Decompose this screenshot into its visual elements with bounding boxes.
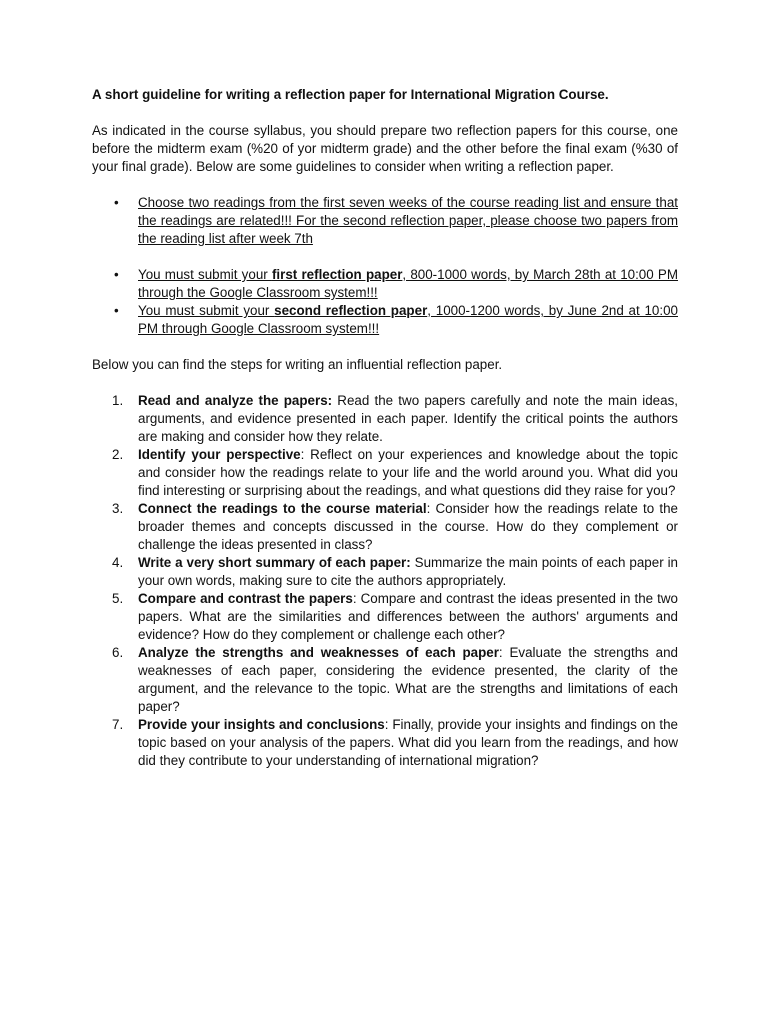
step-number: 3. [112, 501, 124, 516]
bullet-text: You must submit your [138, 267, 272, 282]
step-number: 1. [112, 393, 124, 408]
step-number: 6. [112, 645, 124, 660]
step-text: Summarize the main points of each paper in your own words, making sure to cite the authors appropriately. [138, 555, 678, 588]
document-title: A short guideline for writing a reflection paper for International Migration Course. [92, 87, 609, 102]
step-number: 7. [112, 717, 124, 732]
step-heading: Analyze the strengths and weaknesses of each paper [138, 645, 499, 660]
step-number: 5. [112, 591, 124, 606]
step-number: 2. [112, 447, 124, 462]
step-number: 4. [112, 555, 124, 570]
bullet-icon: • [114, 195, 119, 210]
step-text: : Finally, provide your insights and findings on the topic based on your analysis of the papers. What did you learn from the readings, and how did they contribute to your understanding of international migration? [138, 717, 678, 768]
list-item [92, 392, 678, 446]
step-heading: Read and analyze the papers: [138, 393, 333, 408]
step-heading: Identify your perspective [138, 447, 301, 462]
steps-intro: Below you can find the steps for writing an influential reflection paper. [92, 357, 503, 372]
step-text: : Compare and contrast the ideas presented in the two papers. What are the similarities and differences between the authors' arguments and evidence? How do they complement or challenge each other? [138, 591, 678, 642]
list-item [92, 446, 678, 500]
intro-paragraph: As indicated in the course syllabus, you should prepare two reflection papers for this course, one before the midterm exam (%20 of yor midterm grade) and the other before the final exam (%30 of your final grade). Below are some guidelines to consider when writing a reflection paper. [92, 123, 678, 174]
bullet-text: You must submit your [138, 303, 275, 318]
list-item [92, 644, 678, 716]
bullet-text: , 1000-1200 words, by June 2nd at 10:00 PM through Google Classroom system!!! [138, 303, 678, 336]
step-heading: Provide your insights and conclusions [138, 717, 385, 732]
list-item [92, 500, 678, 554]
step-heading: Write a very short summary of each paper: [138, 555, 411, 570]
list-item [92, 554, 678, 590]
bullet-text: Choose two readings from the first seven weeks of the course reading list and ensure that the readings are related!!! For the second reflection paper, please choose two papers from the reading list after week 7th [138, 195, 678, 246]
step-text: Read the two papers carefully and note the main ideas, arguments, and evidence presented in each paper. Identify the critical points the authors are making and consider how they relate. [138, 393, 678, 444]
bullet-icon: • [114, 303, 119, 318]
list-item [92, 194, 678, 248]
step-text: : Evaluate the strengths and weaknesses of each paper, considering the evidence presented, the clarity of the argument, and the relevance to the topic. What are the strengths and limitations of each paper? [138, 645, 678, 714]
requirements-list [92, 194, 678, 338]
list-item [92, 302, 678, 338]
list-item [92, 716, 678, 770]
step-heading: Compare and contrast the papers [138, 591, 353, 606]
step-heading: Connect the readings to the course material [138, 501, 427, 516]
bullet-text: , 800-1000 words, by March 28th at 10:00 PM through the Google Classroom system!!! [138, 267, 679, 300]
steps-list [92, 392, 678, 770]
list-item [92, 590, 678, 644]
step-text: : Consider how the readings relate to the broader themes and concepts discussed in the course. How do they complement or challenge the ideas presented in class? [138, 501, 678, 552]
bullet-emphasis: second reflection paper [274, 303, 428, 318]
step-text: : Reflect on your experiences and knowledge about the topic and consider how the readings relate to your life and the world around you. What did you find interesting or surprising about the readings, and what questions did they raise for you? [138, 447, 678, 498]
bullet-icon: • [114, 267, 119, 282]
list-item [92, 266, 678, 302]
bullet-emphasis: first reflection paper [271, 267, 403, 282]
document-page [92, 86, 678, 770]
